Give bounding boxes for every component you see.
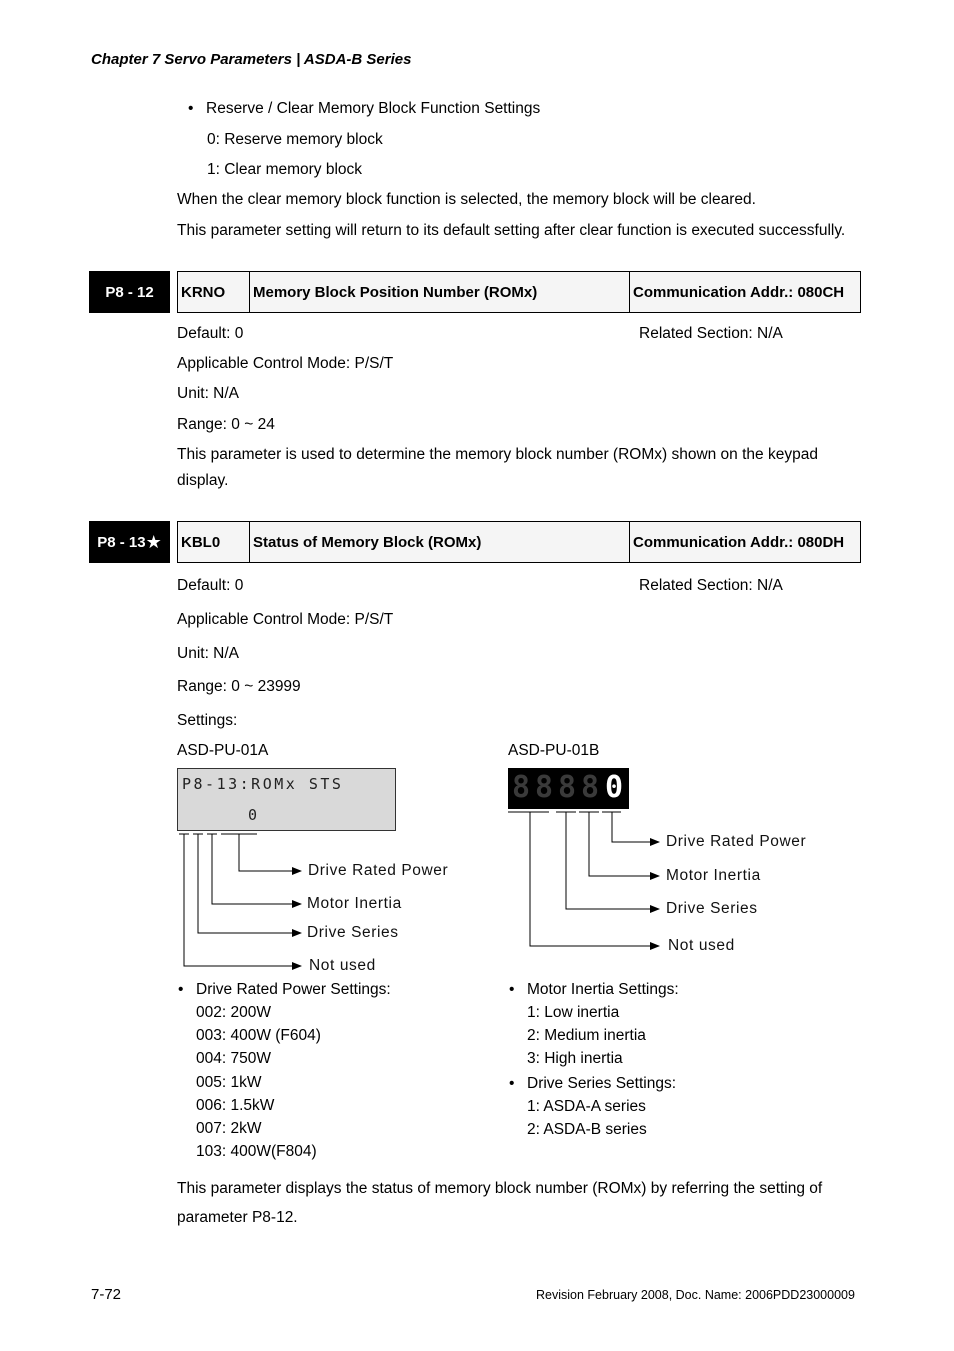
- p813-mode: Applicable Control Mode: P/S/T: [177, 611, 394, 628]
- intro-bullet: • Reserve / Clear Memory Block Function Settings: [206, 100, 540, 118]
- param-addr: Communication Addr.: 080CH: [633, 283, 845, 301]
- series-settings-title: • Drive Series Settings:: [527, 1075, 676, 1093]
- page-number: 7-72: [91, 1286, 122, 1303]
- list-item: 006: 1.5kW: [196, 1097, 275, 1114]
- seg-digit: 8: [534, 770, 554, 805]
- diagram-a-drive-series: Drive Series: [307, 924, 399, 941]
- header-separator: |: [296, 51, 304, 68]
- p812-desc-1: This parameter is used to determine the memory block number (ROMx) shown on the keypad: [177, 446, 818, 463]
- seg-digit: 8: [511, 770, 531, 805]
- list-item: 1: ASDA-A series: [527, 1098, 646, 1115]
- intro-paragraph-2: This parameter setting will return to its default setting after clear function is executed successfully.: [177, 222, 846, 239]
- intro-option-0: 0: Reserve memory block: [207, 131, 383, 148]
- revision-note: Revision February 2008, Doc. Name: 2006PDD23000009: [536, 1288, 855, 1302]
- list-item: 2: Medium inertia: [527, 1027, 646, 1044]
- list-item: 005: 1kW: [196, 1074, 262, 1091]
- p813-related: Related Section: N/A: [639, 577, 783, 594]
- param-id: P8 - 13: [97, 533, 146, 551]
- p813-settings: Settings:: [177, 712, 238, 729]
- diagram-b-motor-inertia: Motor Inertia: [666, 867, 761, 884]
- param-name: Memory Block Position Number (ROMx): [250, 272, 630, 312]
- list-item: 007: 2kW: [196, 1120, 262, 1137]
- seg-digit: 8: [580, 770, 600, 805]
- p813-unit: Unit: N/A: [177, 645, 240, 662]
- p812-desc-2: display.: [177, 472, 229, 489]
- list-item: 004: 750W: [196, 1050, 271, 1067]
- param-name: Status of Memory Block (ROMx): [250, 522, 630, 562]
- diagram-b-not-used: Not used: [668, 937, 735, 954]
- p813-footer-desc-1: This parameter displays the status of memory block number (ROMx) by referring the setting of: [177, 1180, 823, 1197]
- list-item: 003: 400W (F604): [196, 1027, 321, 1044]
- p812-default: Default: 0: [177, 325, 244, 342]
- star-icon: ★: [145, 531, 162, 552]
- p812-unit: Unit: N/A: [177, 385, 240, 402]
- p813-default: Default: 0: [177, 577, 244, 594]
- list-item: 2: ASDA-B series: [527, 1121, 647, 1138]
- p813-range: Range: 0 ~ 23999: [177, 678, 301, 695]
- p812-range: Range: 0 ~ 24: [177, 416, 275, 433]
- list-item: 002: 200W: [196, 1004, 271, 1021]
- diagram-a-not-used: Not used: [309, 957, 376, 974]
- list-item: 103: 400W(F804): [196, 1143, 317, 1160]
- list-item: 1: Low inertia: [527, 1004, 620, 1021]
- p813-footer-desc-2: parameter P8-12.: [177, 1209, 298, 1226]
- seg-digit-active: 0: [604, 770, 624, 805]
- inertia-settings-title: • Motor Inertia Settings:: [527, 981, 679, 999]
- diagram-a-motor-inertia: Motor Inertia: [307, 895, 402, 912]
- diagram-a-rated-power: Drive Rated Power: [308, 862, 449, 879]
- model-b-label: ASD-PU-01B: [508, 742, 600, 759]
- intro-option-1: 1: Clear memory block: [207, 161, 363, 178]
- seg-digit: 8: [557, 770, 577, 805]
- model-a-label: ASD-PU-01A: [177, 742, 269, 759]
- param-code: KRNO: [178, 272, 250, 312]
- power-settings-title: • Drive Rated Power Settings:: [196, 981, 391, 999]
- lcd-line-1: P8-13:ROMx STS: [182, 775, 344, 793]
- param-code: KBL0: [178, 522, 250, 562]
- diagram-b-rated-power: Drive Rated Power: [666, 833, 807, 850]
- diagram-b-drive-series: Drive Series: [666, 900, 758, 917]
- chapter-title: Chapter 7 Servo Parameters: [91, 51, 292, 68]
- list-item: 3: High inertia: [527, 1050, 623, 1067]
- param-badge-p8-12: P8 - 12: [89, 271, 170, 313]
- lcd-line-2: 0: [248, 806, 258, 824]
- p812-related: Related Section: N/A: [639, 325, 783, 342]
- param-addr: Communication Addr.: 080DH: [633, 533, 845, 551]
- intro-paragraph-1: When the clear memory block function is selected, the memory block will be cleared.: [177, 191, 756, 208]
- p812-mode: Applicable Control Mode: P/S/T: [177, 355, 394, 372]
- series-title: ASDA-B Series: [303, 51, 412, 68]
